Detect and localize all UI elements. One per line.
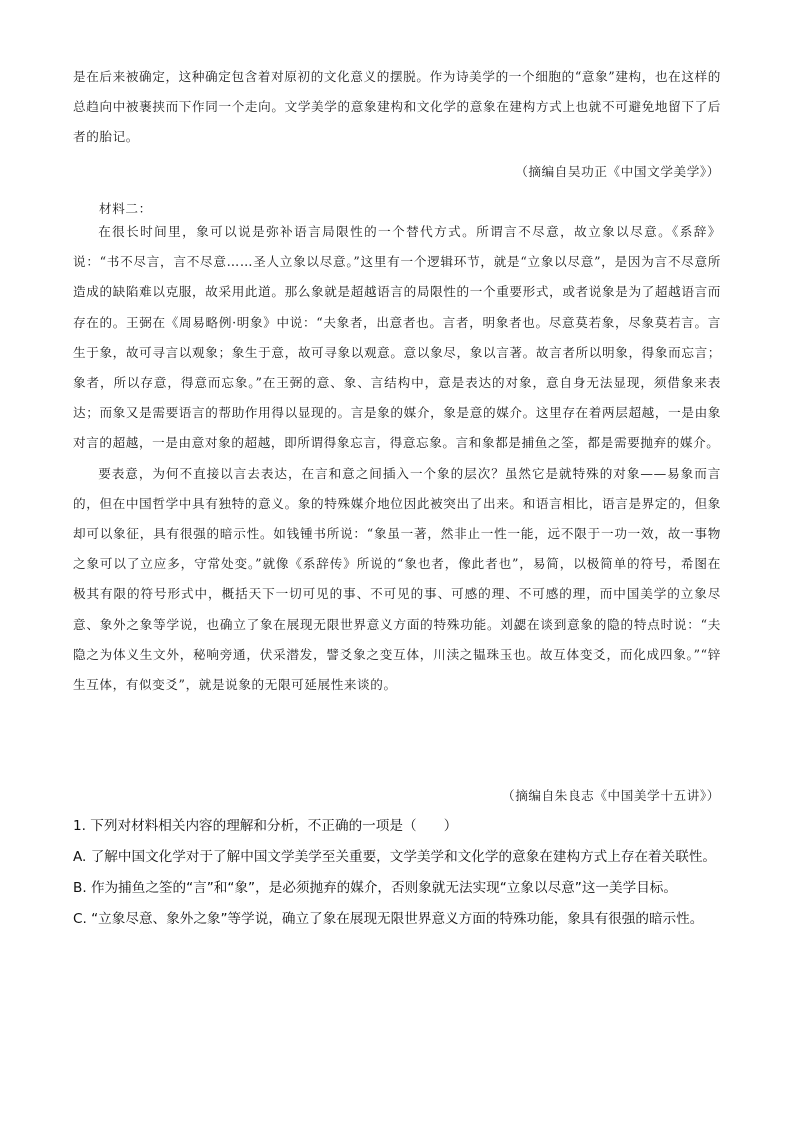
material-two-paragraph-2: 要表意，为何不直接以言去表达，在言和意之间插入一个象的层次？虽然它是就特殊的对象——易象而言的，但在中国哲学中具有独特的意义。象的特殊媒介地位因此被突出了出来。和语言相比，语言是界定的，但象却可以象征，具有很强的暗示性。如钱锺书所说：“象虽一著，然非止一性一能，远不限于一功一效，故一事物之象可以了立应多，守常处变。”就像《系辞传》所说的“象也者，像此者也”，易简，以极简单的符号，希图在极其有限的符号形式中，概括天下一切可见的事、不可见的事、可感的理、不可感的理，而中国美学的立象尽意、象外之象等学说，也确立了象在展现无限世界意义方面的特殊功能。刘勰在谈到意象的隐的特点时说：“夫隐之为体义生文外，秘响旁通，伏采潜发，譬爻象之变互体，川渎之韫珠玉也。故互体变爻，而化成四象。”“锌生互体，有似变爻”，就是说象的无限可延展性来谈的。: [73, 465, 721, 693]
material-two-source: （摘编自朱良志《中国美学十五讲》）: [502, 788, 720, 803]
material-one-text: 是在后来被确定，这种确定包含着对原初的文化意义的摆脱。作为诗美学的一个细胞的“意象”建构，也在这样的总趋向中被裹挟而下作同一个走向。文学美学的意象建构和文化学的意象在建构方式上也就不可避免地留下了后者的胎记。: [73, 69, 721, 145]
question-1: [73, 811, 723, 935]
option-c: C. “立象尽意、象外之象”等学说，确立了象在展现无限世界意义方面的特殊功能，象具有很强的暗示性。: [73, 911, 704, 927]
material-two-body: [73, 217, 721, 700]
option-b: B. 作为捕鱼之筌的“言”和“象”，是必须抛弃的媒介，否则象就无法实现“立象以尽意”这一美学目标。: [73, 880, 677, 896]
material-one-source: （摘编自吴功正《中国文学美学》）: [515, 164, 720, 179]
question-stem: 1. 下列对材料相关内容的理解和分析，不正确的一项是（ ）: [73, 818, 458, 834]
material-two-label: 材料二：: [99, 201, 152, 216]
material-two-paragraph-1: 在很长时间里，象可以说是弥补语言局限性的一个替代方式。所谓言不尽意，故立象以尽意。《系辞》说：“书不尽言，言不尽意……圣人立象以尽意。”这里有一个逻辑环节，就是“立象以尽意”，是因为言不尽意所造成的缺陷难以克服，故采用此道。那么象就是超越语言的局限性的一个重要形式，或者说象是为了超越语言而存在的。王弼在《周易略例·明象》中说：“夫象者，出意者也。言者，明象者也。尽意莫若象，尽象莫若言。言生于象，故可寻言以观象；象生于意，故可寻象以观意。意以象尽，象以言著。故言者所以明象，得象而忘言；象者，所以存意，得意而忘象。”在王弼的意、象、言结构中，意是表达的对象，意自身无法显现，须借象来表达；而象又是需要语言的帮助作用得以显现的。言是象的媒介，象是意的媒介。这里存在着两层超越，一是由象对言的超越，一是由意对象的超越，即所谓得象忘言，得意忘象。言和象都是捕鱼之筌，都是需要抛弃的媒介。: [73, 224, 721, 451]
material-one-paragraph: [73, 62, 721, 153]
option-a: A. 了解中国文化学对于了解中国文学美学至关重要，文学美学和文化学的意象在建构方式上存在着关联性。: [73, 849, 717, 865]
